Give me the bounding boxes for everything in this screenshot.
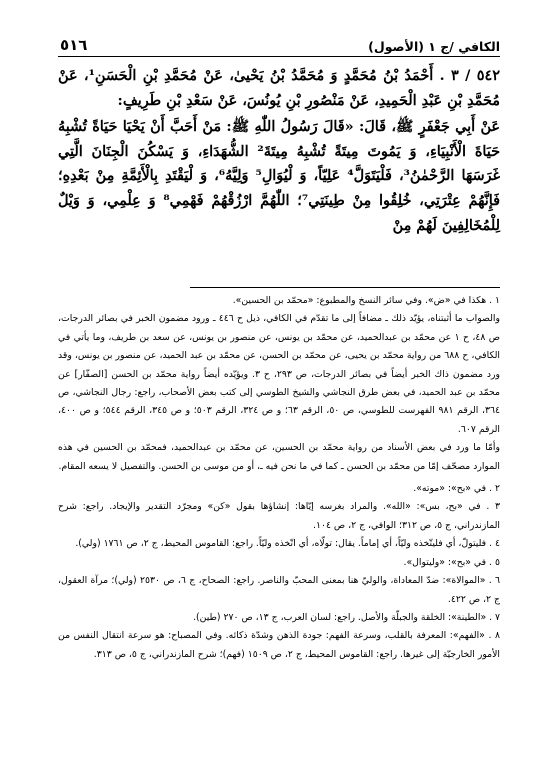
footnote-7: ٧ . «الطينة»: الخلقة والجبلّة والأصل. راجع: لسان العرب، ج ١٣، ص ٢٧٠ (طين).	[193, 611, 500, 623]
footnote-1-continued-2: وأمّا ما ورد في بعض الأسناد من رواية محمّد بن الحسين، عن محمّد بن عبدالحميد، فمحمّد بن الحسين في هذه الموارد مصحّف إمّا من محمّد بن الحسن ـ كما في ما نحن فيه ـ، أو من موسى بن الحسن. والتفصيل لا يسعه المقام.	[58, 442, 500, 472]
footnote-6: ٦ . «الموالاة»: ضدّ المعاداة، والوليّ هنا بمعنى المحبّ والناصر. راجع: الصحاح، ج ٦، ص ٢٥٣٠ (ولي)؛ مرآة العقول، ج ٢، ص ٤٢٢.	[58, 575, 500, 605]
page-number: ٥١٦	[60, 36, 88, 54]
footnote-separator	[190, 287, 500, 288]
footnote-5: ٥ . في «بح»: «وليتوال».	[403, 556, 500, 568]
page-header	[60, 32, 500, 54]
footnote-8: ٨ . «الفهم»: المعرفة بالقلب، وسرعة الفهم: جودة الذهن وشدّة ذكائه. وفي المصباح: هو سرعة انتقال النفس من الأمور الخارجيّة إلى غيرها. راجع: القاموس المحيط، ج ٢، ص ١٥٠٩ (فهم)؛ شرح المازندراني، ج ٥، ص ٣١٣.	[58, 630, 500, 660]
isnad-paragraph: ٥٤٢ / ٣ . أَحْمَدُ بْنُ مُحَمَّدٍ وَ مُحَمَّدُ بْنُ يَحْيىٰ، عَنْ مُحَمَّدِ بْنِ الْحَسَنِ¹، عَنْ مُحَمَّدِ بْنِ عَبْدِ الْحَمِيدِ، عَنْ مَنْصُورِ بْنِ يُونُسَ، عَنْ سَعْدِ بْنِ طَرِيفٍ:	[58, 67, 500, 109]
footnotes	[58, 292, 500, 664]
hadith-paragraph: عَنْ أَبِي جَعْفَرٍ ﷺ، قَالَ: «قَالَ رَسُولُ اللّٰهِ ﷺ: مَنْ أَحَبَّ أَنْ يَحْيَا حَيَاةً تُشْبِهُ حَيَاةَ الْأَنْبِيَاءِ، وَ يَمُوتَ مِيتَةً تُشْبِهُ مِيتَةَ² الشُّهَدَاءِ، وَ يَسْكُنَ الْجِنَانَ الَّتِي غَرَسَهَا الرَّحْمٰنُ³، فَلْيَتَوَلَّ⁴ عَلِيّاً، وَ لْيُوَالِ⁵ وَلِيَّهُ⁶، وَ لْيَقْتَدِ بِالْأَئِمَّةِ مِنْ بَعْدِهِ؛ فَإِنَّهُمْ عِتْرَتِي، خُلِقُوا مِنْ طِينَتِي⁷؛ اللّٰهُمَّ ارْزُقْهُمْ فَهْمِي⁸ وَ عِلْمِي، وَ وَيْلٌ لِلْمُخَالِفِينَ لَهُمْ مِنْ	[58, 118, 501, 234]
main-text	[58, 64, 500, 238]
header-rule	[58, 56, 500, 57]
book-title: الكافي /ج ١ (الأصول)	[368, 39, 500, 54]
footnote-3: ٣ . في «بح، بس»: «الله». والمراد بغرسه إيّاها: إنشاؤها بقول «كن» ومجرّد التقدير والإيجاد. راجع: شرح المازندراني، ج ٥، ص ٣١٢؛ الوافي، ج ٢، ص ١٠٤.	[58, 501, 500, 531]
footnote-2: ٢ . في «بح»: «موته».	[413, 483, 500, 495]
footnote-1-continued: والصواب ما أثبتناه، يؤيّد ذلك ـ مضافاً إلى ما تقدّم في الكافي، ذيل ح ٤٤٦ ـ ورود مضمون الخبر في بصائر الدرجات، ص ٤٨، ح ١ عن محمّد بن عبدالحميد، عن محمّد بن يونس، عن منصور بن يونس، عن سعد بن طريف، وما يأتي في الكافي، ح ٦٨٨ من رواية محمّد بن يحيى، عن محمّد بن الحسن، عن محمّد بن عبد الحميد، عن منصور بن يونس، وقد ورد مضمون ذاك الخبر أيضاً في بصائر الدرجات، ص ٢٩٣، ح ٣. ويؤيّده أيضاً رواية محمّد بن الحسن [الصفّار] عن محمّد بن عبد الحميد، في بعض طرق النجاشي والشيخ الطوسي إلى كتب بعض الأصحاب، راجع: رجال النجاشي، ص ٣٦٤، الرقم ٩٨١ الفهرست للطوسي، ص ٥٠، الرقم ٦٣؛ و ص ٣٢٤، الرقم ٥٠٣؛ و ص ٣٤٥، الرقم ٥٤٤؛ و ص ٤٠٠، الرقم ٦٠٧.	[58, 313, 500, 435]
footnote-1: ١ . هكذا في «ض». وفي سائر النسخ والمطبوع: «محمّد بن الحسين».	[232, 295, 500, 306]
footnote-4: ٤ . فليتولّ، أي فليتّخذه وليّاً، أي إماماً. يقال: تولّاه، أي اتّخذه وليّاً. راجع: القاموس المحيط، ج ٢، ص ١٧٦١ (ولي).	[75, 538, 500, 550]
